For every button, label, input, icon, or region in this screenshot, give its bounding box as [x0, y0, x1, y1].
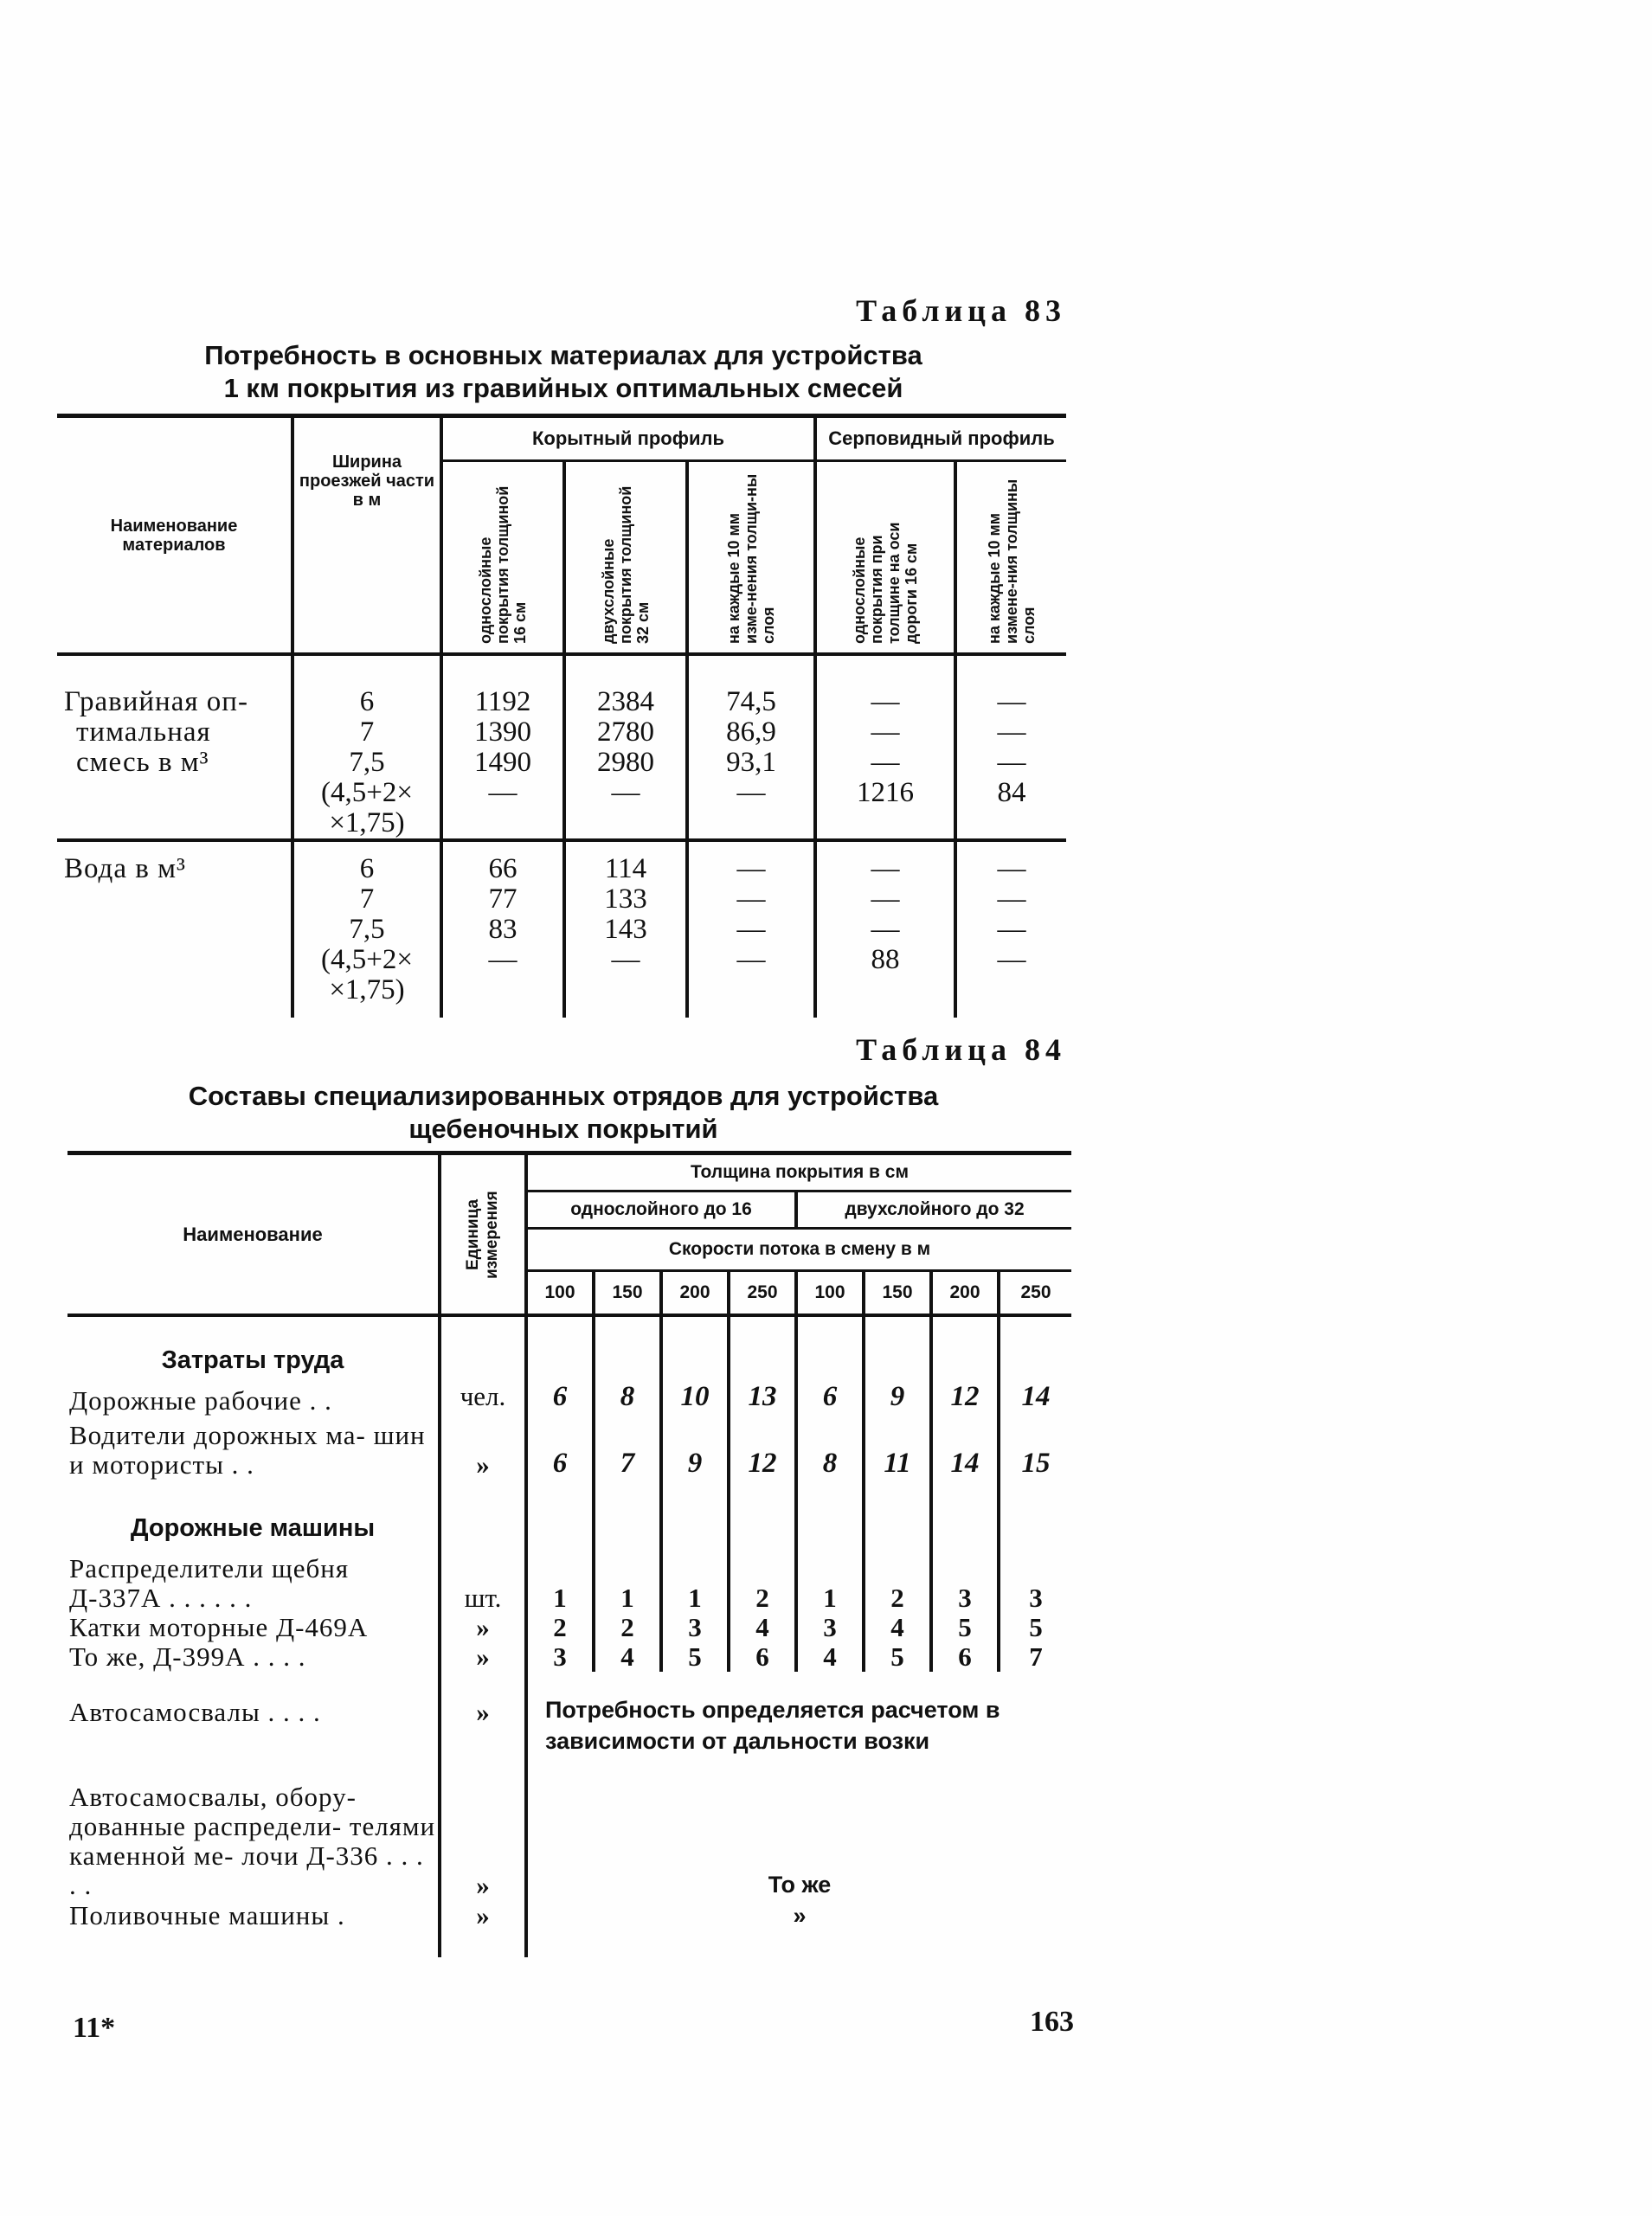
t84-header-double: двухслойного до 32	[796, 1192, 1071, 1229]
t84-row-rollers-2: То же, Д-399А . . . . » 3 4 5 6 4 5 6 7	[67, 1642, 1071, 1672]
t83-col1-values: 1192 1390 1490 —	[441, 654, 564, 840]
t84-speed: 250	[999, 1271, 1071, 1316]
t84-section-machines: Дорожные машины	[130, 1513, 376, 1542]
t83-row-name: Гравийная оп- тимальная смесь в м³	[64, 686, 248, 778]
table83-title-line2: 1 км покрытия из гравийных оптимальных смесей	[223, 373, 903, 403]
t83-header-name: Наименование материалов	[57, 416, 292, 655]
t84-section-labor: Затраты труда	[161, 1346, 344, 1374]
t83-header-col3: на каждые 10 мм изме-нения толщи-ны слоя	[725, 473, 777, 644]
t84-header-thickness: Толщина покрытия в см	[526, 1153, 1071, 1192]
table83-title-line1: Потребность в основных материалах для устройства	[204, 340, 922, 370]
table83	[57, 414, 1066, 1018]
t83-col2-values: 114 133 143 —	[564, 840, 687, 1018]
table84	[67, 1151, 1071, 1957]
t84-row-workers: Дорожные рабочие . . чел. 6 8 10 13 6 9 12 14	[67, 1378, 1071, 1416]
t83-row-name: Вода в м³	[64, 853, 186, 884]
t83-col3-values: 74,5 86,9 93,1 —	[687, 654, 815, 840]
t84-header-single: однослойного до 16	[526, 1192, 796, 1229]
t83-col5-values: — — — 84	[955, 654, 1066, 840]
t84-speed: 150	[594, 1271, 661, 1316]
t84-row-drivers: Водители дорожных ма- шин и мотористы . . » 6 7 9 12 8 11 14 15	[67, 1416, 1071, 1480]
t83-header-col5: на каждые 10 мм измене-ния толщины слоя	[986, 479, 1038, 644]
t84-row-dump-trucks-equipped: Автосамосвалы, обору- дованные распредели- телями каменной ме- лочи Д-336 . . . . . » То же	[67, 1757, 1071, 1900]
t83-header-trough: Корытный профиль	[441, 416, 815, 461]
t83-col5-values: — — — —	[955, 840, 1066, 1018]
t84-row-dump-trucks: Автосамосвалы . . . . » Потребность определяется расчетом в зависимости от дальности возки	[67, 1672, 1071, 1757]
t84-speed: 150	[864, 1271, 931, 1316]
t84-speed: 100	[526, 1271, 594, 1316]
t84-header-unit: Единица измерения	[464, 1190, 501, 1279]
t83-widths: 6 7 7,5 (4,5+2× ×1,75)	[292, 840, 441, 1018]
t84-row-distributors: Распределители щебня Д-337А . . . . . . шт. 1 1 1 2 1 2 3 3	[67, 1545, 1071, 1613]
t84-header-speed: Скорости потока в смену в м	[526, 1229, 1071, 1271]
t83-header-col4: однослойные покрытия при толщине на оси дороги 16 см	[851, 522, 920, 644]
t84-speed: 250	[729, 1271, 796, 1316]
t83-col3-values: — — — —	[687, 840, 815, 1018]
table83-number: Таблица 83	[856, 293, 1066, 328]
t83-widths: 6 7 7,5 (4,5+2× ×1,75)	[292, 654, 441, 840]
t84-speed: 100	[796, 1271, 864, 1316]
t83-col1-values: 66 77 83 —	[441, 840, 564, 1018]
table84-number: Таблица 84	[856, 1032, 1066, 1067]
table84-title-line1: Составы специализированных отрядов для устройства	[188, 1081, 939, 1111]
t84-speed: 200	[661, 1271, 729, 1316]
t84-note-same: То же	[526, 1757, 1071, 1900]
t83-header-sickle: Серповидный профиль	[815, 416, 1066, 461]
t83-col4-values: — — — 88	[815, 840, 955, 1018]
footer-signature: 11*	[73, 2012, 116, 2044]
t83-row-water	[57, 840, 1066, 1018]
t83-header-col1: однослойные покрытия толщиной 16 см	[477, 485, 529, 644]
t83-header-col2: двухслойные покрытия толщиной 32 см	[600, 485, 652, 644]
t83-col4-values: — — — 1216	[815, 654, 955, 840]
t84-note-distance: Потребность определяется расчетом в зависимости от дальности возки	[526, 1672, 1071, 1757]
t84-note-ditto: »	[526, 1900, 1071, 1957]
page-number: 163	[1030, 2006, 1074, 2038]
t84-header-name: Наименование	[67, 1153, 440, 1316]
t84-row-watering: Поливочные машины . » »	[67, 1900, 1071, 1957]
table84-title-line2: щебеночных покрытий	[408, 1114, 718, 1144]
t84-row-rollers: Катки моторные Д-469А » 2 2 3 4 3 4 5 5	[67, 1613, 1071, 1642]
t83-header-width: Ширина проезжей части в м	[292, 416, 441, 655]
t83-row-gravel	[57, 654, 1066, 840]
t83-col2-values: 2384 2780 2980 —	[564, 654, 687, 840]
t84-speed: 200	[931, 1271, 999, 1316]
